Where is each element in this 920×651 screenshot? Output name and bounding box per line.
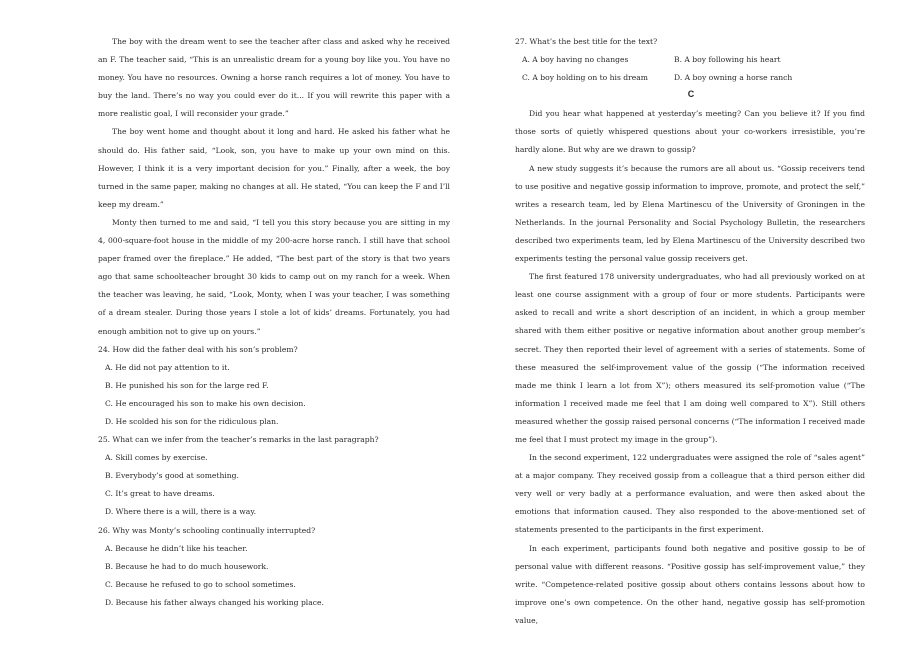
option-d: D. Where there is a will, there is a way. bbox=[105, 507, 257, 517]
option-b: B. A boy following his heart bbox=[674, 55, 781, 65]
question-26 bbox=[98, 522, 450, 612]
passage-paragraph-3: Monty then turned to me and said, “I tell you this story because you are sitting in my 4, 000-square-foot house in the middle of my 200-acre horse ranch. I still have that school paper framed over the fireplace.” He added, “The best part of the story is that two years ago that same schoolteacher brought 30 kids to camp out on my ranch for a week. When the teacher was leaving, he said, “Look, Monty, when I was your teacher, I was something of a dream stealer. During those years I stole a lot of kids’ dreams. Fortunately, you had enough ambition not to give up on yours.” bbox=[98, 217, 450, 336]
question-24 bbox=[98, 341, 450, 431]
option-c: C. A boy holding on to his dream bbox=[522, 73, 649, 83]
question-stem: 27. What’s the best title for the text? bbox=[515, 37, 658, 46]
question-27 bbox=[515, 33, 865, 101]
option-row-1 bbox=[515, 51, 865, 69]
question-stem: 25. What can we infer from the teacher’s remarks in the last paragraph? bbox=[98, 435, 379, 445]
question-25 bbox=[98, 431, 450, 521]
option-c: C. Because he refused to go to school sometimes. bbox=[105, 579, 296, 589]
question-stem: 24. How did the father deal with his son’s problem? bbox=[98, 344, 298, 354]
answer-key bbox=[515, 87, 865, 101]
left-column bbox=[98, 33, 450, 612]
passage-paragraph-1: The boy with the dream went to see the teacher after class and asked why he received an F. The teacher said, “This is an unrealistic dream for a young boy like you. You have no money. You have no resources. Owning a horse ranch requires a lot of money. You have to buy the land. There’s no way you could ever do it... If you will rewrite this paper with a more realistic goal, I will reconsider your grade.” bbox=[98, 37, 450, 119]
passage-paragraph-1: Did you hear what happened at yesterday’s meeting? Can you believe it? If you find those sorts of quietly whispered questions about your co-workers irresistible, you’re hardly alone. But why are we drawn to gossip? bbox=[515, 109, 865, 155]
right-column bbox=[515, 33, 865, 630]
passage-paragraph-4: In the second experiment, 122 undergraduates were assigned the role of “sales agent” at a major company. They received gossip from a colleague that a third person either did very well or very badly at a performance evaluation, and were then asked about the emotions that information caused. They also responded to the above-mentioned set of statements presented to the participants in the first experiment. bbox=[515, 453, 865, 535]
option-b: B. Everybody’s good at something. bbox=[105, 471, 239, 481]
option-row-2 bbox=[515, 69, 865, 87]
option-c: C. It’s great to have dreams. bbox=[105, 489, 215, 499]
option-b: B. Because he had to do much housework. bbox=[105, 561, 269, 571]
option-a: A. A boy having no changes bbox=[522, 55, 629, 65]
option-d: D. He scolded his son for the ridiculous plan. bbox=[105, 416, 279, 426]
option-c: C. He encouraged his son to make his own decision. bbox=[105, 398, 306, 408]
passage-paragraph-5: In each experiment, participants found both negative and positive gossip to be of personal value with different reasons. “Positive gossip has self-improvement value,” they write. “Competence-related positive gossip about others contains lessons about how to improve one’s own competence. On the other hand, negative gossip has self-promotion value, bbox=[515, 543, 865, 625]
passage-paragraph-2: A new study suggests it’s because the rumors are all about us. “Gossip receivers tend to use positive and negative gossip information to improve, promote, and protect the self,” writes a research team, led by Elena Martinescu of the University of Groningen in the Netherlands. In the journal Personality and Social Psychology Bulletin, the researchers described two experiments team, led by Elena Martinescu of the University described two experiments testing the personal value gossip receivers get. bbox=[515, 163, 865, 264]
option-a: A. He did not pay attention to it. bbox=[105, 362, 230, 372]
option-d: D. Because his father always changed his working place. bbox=[105, 597, 324, 607]
passage-paragraph-2: The boy went home and thought about it long and hard. He asked his father what he should do. His father said, “Look, son, you have to make up your own mind on this. However, I think it is a very important decision for you.” Finally, after a week, the boy turned in the same paper, making no changes at all. He stated, “You can keep the F and I’ll keep my dream.” bbox=[98, 127, 450, 209]
option-a: A. Because he didn’t like his teacher. bbox=[105, 543, 248, 553]
option-a: A. Skill comes by exercise. bbox=[105, 453, 208, 463]
passage-paragraph-3: The first featured 178 university undergraduates, who had all previously worked on at least one course assignment with a group of four or more students. Participants were asked to recall and write a short description of an incident, in which a group member shared with them either positive or negative information about another group member’s secret. They then reported their level of agreement with a series of statements. Some of these measured the self-improvement value of the gossip (“The information received made me think I learn a lot from X”); others measured its self-promotion value (“The information I received made me feel that I am doing well compared to X”). Still others measured whether the gossip raised personal concerns (“The information I received made me feel that I must protect my image in the group”). bbox=[515, 272, 865, 444]
option-b: B. He punished his son for the large red F. bbox=[105, 380, 269, 390]
question-stem: 26. Why was Monty’s schooling continually interrupted? bbox=[98, 525, 316, 535]
answer-letter: C bbox=[687, 89, 695, 100]
option-d: D. A boy owning a horse ranch bbox=[674, 73, 793, 83]
